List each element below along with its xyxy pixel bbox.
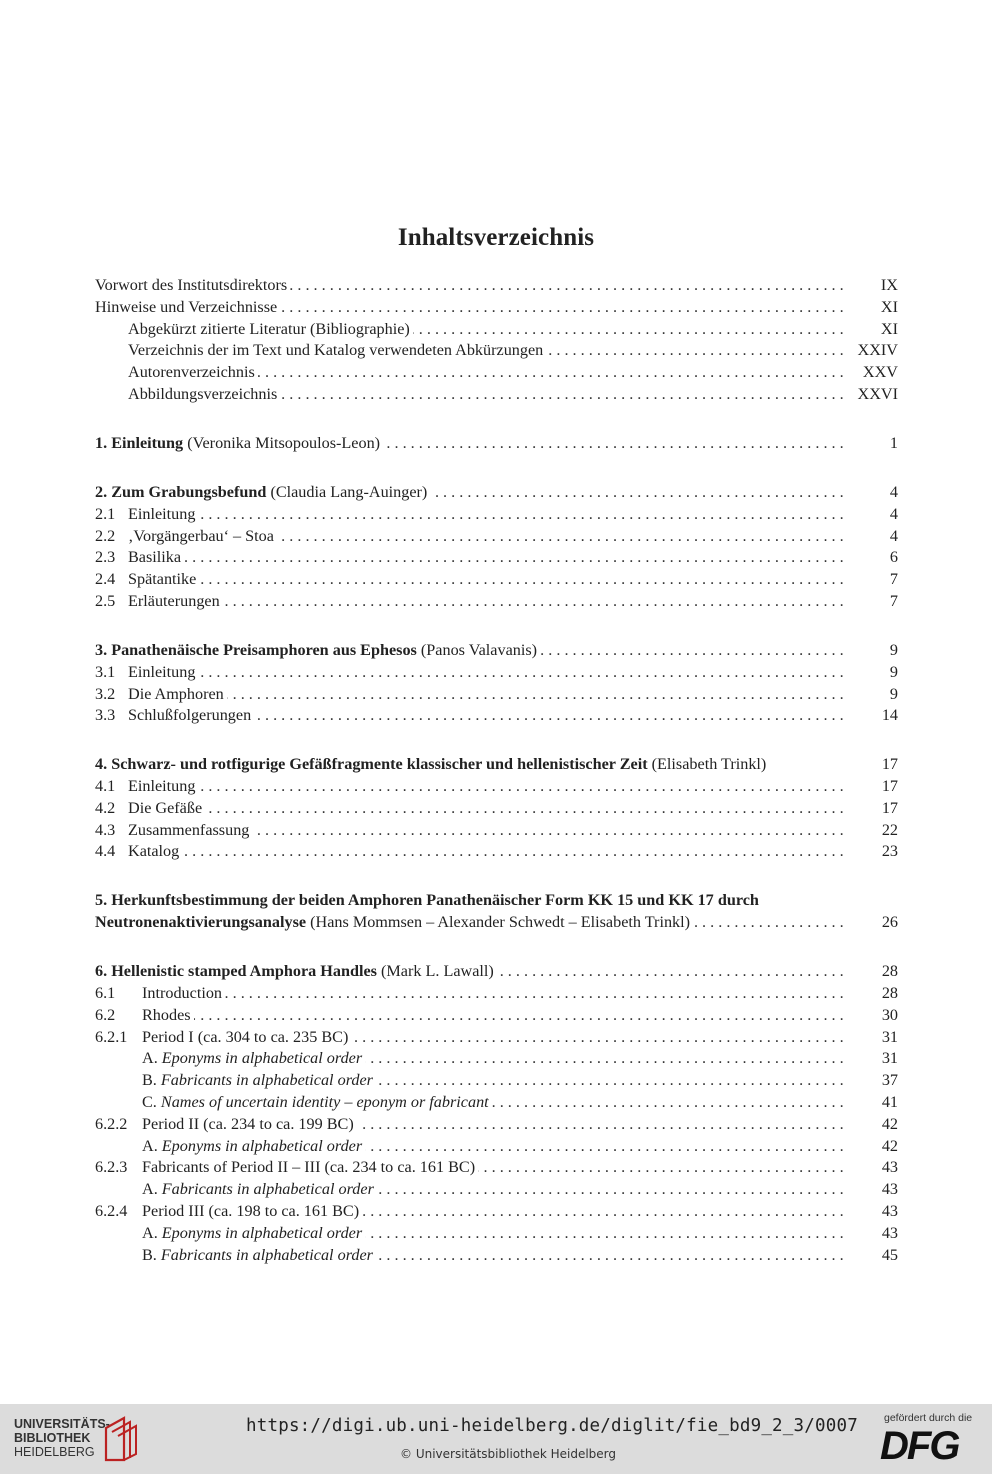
- toc-page: XXIV: [857, 341, 898, 360]
- toc-label: Rhodes: [142, 1005, 191, 1024]
- toc-entry: [95, 820, 898, 842]
- toc-page: 42: [881, 1136, 898, 1155]
- toc-entry: [95, 319, 898, 341]
- toc-label: Fabricants in alphabetical order: [160, 1245, 373, 1264]
- library-name: [14, 1417, 110, 1459]
- toc-label: Erläuterungen: [128, 591, 220, 610]
- toc-label: Abbildungsverzeichnis: [95, 385, 280, 403]
- toc-page: XXVI: [857, 384, 898, 403]
- toc-label: Abgekürzt zitierte Literatur (Bibliographie): [95, 320, 413, 338]
- section-number: 2.2: [95, 526, 116, 545]
- toc-entry: [95, 1245, 898, 1267]
- toc-entry: [95, 841, 898, 863]
- section-number: 2.5: [95, 591, 116, 610]
- toc-label: Katalog: [128, 842, 180, 861]
- chapter-title: Neutronenaktivierungsanalyse: [95, 913, 307, 932]
- toc-label: Vorwort des Institutsdirektors: [95, 276, 290, 294]
- toc-page: 31: [881, 1027, 898, 1046]
- toc-page: 37: [881, 1071, 898, 1090]
- toc-page: 9: [889, 640, 898, 659]
- section-number: 3.2: [95, 684, 116, 703]
- toc-page: 30: [881, 1005, 898, 1024]
- toc-label: Introduction: [142, 984, 223, 1003]
- section-number: 6.1: [95, 984, 116, 1003]
- subsection-letter: A.: [142, 1049, 158, 1068]
- chapter-author: (Claudia Lang-Auinger): [270, 482, 428, 501]
- toc-page: 9: [889, 684, 898, 703]
- toc-label: Fabricants of Period II – III (ca. 234 to ca. 161 BC): [142, 1158, 476, 1177]
- section-number: 2.1: [95, 504, 116, 523]
- toc-chapter: [95, 754, 898, 776]
- document-url-link[interactable]: https://digi.ub.uni-heidelberg.de/diglit/fie_bd9_2_3/0007: [246, 1416, 858, 1436]
- toc-entry: [95, 776, 898, 798]
- toc-page: 4: [889, 482, 898, 501]
- toc-entry: [95, 1223, 898, 1245]
- chapter-author: (Hans Mommsen – Alexander Schwedt – Elisabeth Trinkl): [310, 913, 691, 932]
- chapter-title: 4. Schwarz- und rotfigurige Gefäßfragmente klassischer und hellenistischer Zeit: [95, 755, 648, 774]
- section-number: 4.2: [95, 798, 116, 817]
- toc-entry: [95, 1005, 898, 1027]
- chapter-author: (Elisabeth Trinkl): [651, 755, 767, 774]
- toc-page: 45: [881, 1245, 898, 1264]
- toc-entry: [95, 340, 898, 362]
- toc-entry: [95, 1048, 898, 1070]
- toc-entry: [95, 275, 898, 297]
- subsection-letter: B.: [142, 1245, 157, 1264]
- section-number: 4.3: [95, 820, 116, 839]
- toc-page: 9: [889, 662, 898, 681]
- subsection-letter: B.: [142, 1071, 157, 1090]
- toc-chapter-continued: [95, 912, 898, 934]
- chapter-title: 5. Herkunftsbestimmung der beiden Amphoren Panathenäischer Form KK 15 und KK 17 durch: [95, 891, 759, 910]
- funder-caption: gefördert durch die: [884, 1412, 973, 1424]
- toc-page: 4: [889, 504, 898, 523]
- toc-label: Die Amphoren: [128, 684, 224, 703]
- toc-label: Period III (ca. 198 to ca. 161 BC): [142, 1202, 360, 1221]
- toc-page: 17: [881, 798, 898, 817]
- toc-page: 42: [881, 1114, 898, 1133]
- chapter-author: (Mark L. Lawall): [381, 962, 494, 981]
- toc-page: XI: [880, 297, 898, 316]
- library-name-line: HEIDELBERG: [14, 1445, 95, 1459]
- toc-page: 14: [881, 706, 898, 725]
- toc-entry: [95, 1136, 898, 1158]
- toc-entry: [95, 362, 898, 384]
- toc-label: Schlußfolgerungen: [128, 706, 252, 725]
- subsection-letter: A.: [142, 1180, 158, 1199]
- section-number: 2.4: [95, 570, 116, 589]
- toc-entry: [95, 297, 898, 319]
- toc-entry: [95, 1027, 898, 1049]
- section-number: 6.2.1: [95, 1027, 128, 1046]
- section-number: 6.2.4: [95, 1202, 128, 1221]
- toc-label: Die Gefäße: [128, 798, 203, 817]
- toc-entry: [95, 1114, 898, 1136]
- toc-label: Fabricants in alphabetical order: [161, 1180, 374, 1199]
- toc-label: Period II (ca. 234 to ca. 199 BC): [142, 1114, 354, 1133]
- section-number: 6.2.2: [95, 1114, 128, 1133]
- section-number: 2.3: [95, 548, 116, 567]
- toc-label: Eponyms in alphabetical order: [161, 1136, 363, 1155]
- library-name-line: UNIVERSITÄTS-: [14, 1417, 110, 1431]
- toc-label: Names of uncertain identity – eponym or fabricant: [160, 1093, 489, 1112]
- toc-entry: [95, 1070, 898, 1092]
- toc-page: 43: [881, 1158, 898, 1177]
- toc-page: 43: [881, 1202, 898, 1221]
- toc-label: Autorenverzeichnis: [95, 363, 258, 381]
- chapter-title: 3. Panathenäische Preisamphoren aus Ephesos: [95, 640, 417, 659]
- toc-page: 26: [881, 913, 898, 932]
- toc-page: 6: [889, 548, 898, 567]
- toc-page: 7: [889, 570, 898, 589]
- chapter-author: (Veronika Mitsopoulos-Leon): [187, 433, 381, 452]
- toc-entry: [95, 384, 898, 406]
- section-number: 4.1: [95, 777, 116, 796]
- toc-page: 22: [881, 820, 898, 839]
- toc-page: XI: [880, 319, 898, 338]
- subsection-letter: A.: [142, 1223, 158, 1242]
- dfg-logo: DFG: [880, 1424, 959, 1468]
- toc-label: Period I (ca. 304 to ca. 235 BC): [142, 1027, 349, 1046]
- section-number: 6.2: [95, 1005, 116, 1024]
- toc-page: 31: [881, 1049, 898, 1068]
- table-of-contents: [95, 275, 898, 1266]
- toc-label: ‚Vorgängerbau‘ – Stoa: [128, 526, 274, 545]
- toc-label: Zusammenfassung: [128, 820, 250, 839]
- toc-page: 43: [881, 1223, 898, 1242]
- toc-page: 43: [881, 1180, 898, 1199]
- copyright-text: © Universitätsbibliothek Heidelberg: [400, 1447, 617, 1461]
- toc-page: 7: [889, 591, 898, 610]
- toc-page: XXV: [862, 363, 898, 382]
- toc-label: Fabricants in alphabetical order: [160, 1071, 373, 1090]
- toc-entry: [95, 798, 898, 820]
- toc-page: 17: [881, 755, 898, 774]
- toc-chapter: [95, 961, 898, 983]
- toc-chapter: [95, 482, 898, 504]
- toc-label: Eponyms in alphabetical order: [161, 1049, 363, 1068]
- library-logo-icon: [102, 1414, 140, 1464]
- toc-page: 28: [881, 962, 898, 981]
- toc-label: Hinweise und Verzeichnisse: [95, 298, 280, 316]
- toc-entry: [95, 1201, 898, 1223]
- toc-page: 28: [881, 984, 898, 1003]
- toc-entry: [95, 569, 898, 591]
- subsection-letter: A.: [142, 1136, 158, 1155]
- subsection-letter: C.: [142, 1093, 157, 1112]
- toc-page: 23: [881, 842, 898, 861]
- toc-label: Basilika: [128, 548, 182, 567]
- chapter-author: (Panos Valavanis): [420, 640, 538, 659]
- toc-entry: [95, 504, 898, 526]
- viewer-footer: [0, 1404, 992, 1474]
- toc-entry: [95, 684, 898, 706]
- toc-entry: [95, 1157, 898, 1179]
- toc-page: 4: [889, 526, 898, 545]
- toc-entry: [95, 526, 898, 548]
- toc-label: Einleitung: [128, 662, 196, 681]
- toc-label: Einleitung: [128, 777, 196, 796]
- toc-label: Einleitung: [128, 504, 196, 523]
- toc-entry: [95, 1092, 898, 1114]
- chapter-title: 1. Einleitung: [95, 433, 184, 452]
- toc-chapter: [95, 640, 898, 662]
- toc-entry: [95, 591, 898, 613]
- toc-page: IX: [880, 276, 898, 294]
- toc-chapter: [95, 433, 898, 455]
- chapter-title: 6. Hellenistic stamped Amphora Handles: [95, 962, 377, 981]
- section-number: 3.3: [95, 706, 116, 725]
- toc-label: Spätantike: [128, 570, 197, 589]
- toc-page: 17: [881, 777, 898, 796]
- toc-entry: [95, 662, 898, 684]
- toc-page: 41: [881, 1093, 898, 1112]
- toc-label: Eponyms in alphabetical order: [161, 1223, 363, 1242]
- section-number: 6.2.3: [95, 1158, 128, 1177]
- library-name-line: BIBLIOTHEK: [14, 1431, 91, 1445]
- toc-entry: [95, 1179, 898, 1201]
- chapter-title: 2. Zum Grabungsbefund: [95, 482, 267, 501]
- page-title: Inhaltsverzeichnis: [397, 224, 595, 251]
- toc-entry: [95, 705, 898, 727]
- section-number: 4.4: [95, 842, 116, 861]
- section-number: 3.1: [95, 662, 116, 681]
- toc-page: 1: [889, 433, 898, 452]
- toc-label: Verzeichnis der im Text und Katalog verwendeten Abkürzungen: [95, 341, 546, 359]
- toc-entry: [95, 547, 898, 569]
- toc-chapter: [95, 890, 898, 912]
- toc-entry: [95, 983, 898, 1005]
